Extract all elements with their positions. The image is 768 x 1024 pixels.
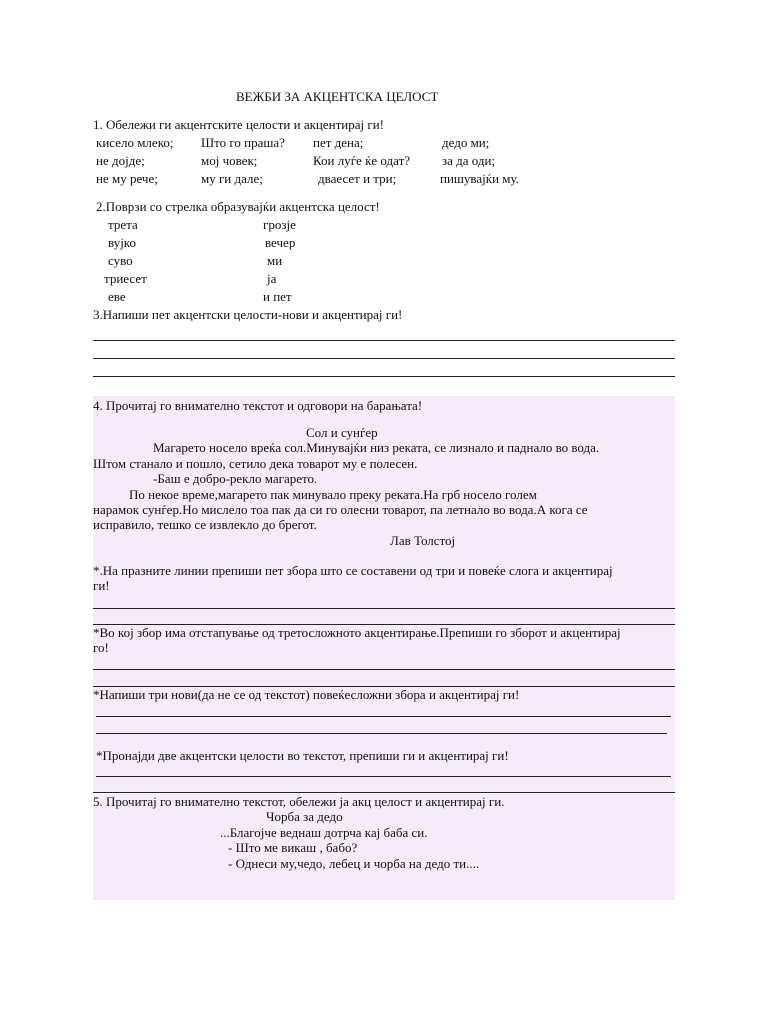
task1-cell: дваесет и три;: [318, 171, 397, 186]
story-line: исправило, тешко се извлекло до брегот.: [93, 517, 317, 532]
story-line: Штом станало и пошло, сетило дека товарот му е полесен.: [93, 456, 418, 471]
task1-cell: мој човек;: [201, 153, 258, 168]
task2-left-word: суво: [108, 253, 133, 268]
task1-cell: пет дена;: [313, 135, 364, 150]
task1-cell: му ги дале;: [201, 171, 263, 186]
answer-line[interactable]: [93, 669, 675, 670]
story-line: - Што ме викаш , бабо?: [228, 840, 358, 855]
question-text: *Во кој збор има отстапување од третосложното акцентирање.Препиши го зборот и акцентирај: [93, 625, 621, 640]
question-text: *Пронајди две акцентски целости во текстот, препиши ги и акцентирај ги!: [96, 748, 509, 763]
answer-line[interactable]: [96, 733, 667, 734]
task2-left-word: трета: [108, 217, 138, 232]
task1-cell: не му рече;: [96, 171, 158, 186]
task1-cell: пишувајќи му.: [440, 171, 519, 186]
task5-heading: 5. Прочитај го внимателно текстот, обележи ја акц целост и акцентирај ги.: [93, 794, 505, 809]
task2-right-word: и пет: [263, 289, 292, 304]
story-line: ...Благојче веднаш дотрча кај баба си.: [220, 825, 428, 840]
task2-right-word: грозје: [263, 217, 296, 232]
task2-left-word: вујко: [108, 235, 136, 250]
task1-cell: Што го праша?: [201, 135, 285, 150]
task1-cell: дедо ми;: [442, 135, 490, 150]
question-text: го!: [93, 640, 109, 655]
question-text: *.На празните линии препиши пет збора што се составени од три и повеќе слога и акцентирај: [93, 563, 613, 578]
task4-heading: 4. Прочитај го внимателно текстот и одговори на барањата!: [93, 398, 423, 413]
task1-cell: Кои луѓе ќе одат?: [313, 153, 411, 168]
task2-right-word: вечер: [265, 235, 296, 250]
story-title: Чорба за дедо: [266, 809, 343, 824]
task1-heading: 1. Обележи ги акцентските целости и акцентирај ги!: [93, 117, 385, 132]
story-line: нарамок сунѓер.Но мислело тоа пак да си го олесни товарот, па летнало во вода.А кога се: [93, 502, 588, 517]
story-line: По некое време,магарето пак минувало преку реката.На грб носело голем: [129, 487, 537, 502]
page-title: ВЕЖБИ ЗА АКЦЕНТСКА ЦЕЛОСТ: [236, 89, 439, 104]
task2-heading: 2.Поврзи со стрелка образувајќи акцентска целост!: [96, 199, 380, 214]
answer-line[interactable]: [93, 340, 675, 341]
answer-line[interactable]: [96, 716, 671, 717]
answer-line[interactable]: [93, 358, 675, 359]
answer-line[interactable]: [93, 608, 675, 609]
answer-line[interactable]: [93, 792, 675, 793]
story-line: - Однеси му,чедо, лебец и чорба на дедо ти....: [228, 856, 480, 871]
task1-cell: за да оди;: [442, 153, 496, 168]
task2-left-word: еве: [108, 289, 126, 304]
story-line: Магарето носело вреќа сол.Минувајќи низ реката, се лизнало и паднало во вода.: [153, 440, 600, 455]
task3-heading: 3.Напиши пет акцентски целости-нови и акцентирај ги!: [93, 307, 403, 322]
answer-line[interactable]: [96, 776, 671, 777]
question-text: *Напиши три нови(да не се од текстот) повеќесложни зборa и акцентирај ги!: [93, 687, 520, 702]
task1-cell: кисело млеко;: [96, 135, 174, 150]
task2-right-word: ја: [267, 271, 277, 286]
story-title: Сол и сунѓер: [306, 425, 378, 440]
story-line: -Баш е добро-рекло магарето.: [153, 471, 318, 486]
task2-right-word: ми: [267, 253, 283, 268]
question-text: ги!: [93, 578, 110, 593]
task1-cell: не дојде;: [96, 153, 145, 168]
answer-line[interactable]: [93, 376, 675, 377]
task2-left-word: триесет: [104, 271, 147, 286]
story-author: Лав Толстој: [390, 533, 456, 548]
